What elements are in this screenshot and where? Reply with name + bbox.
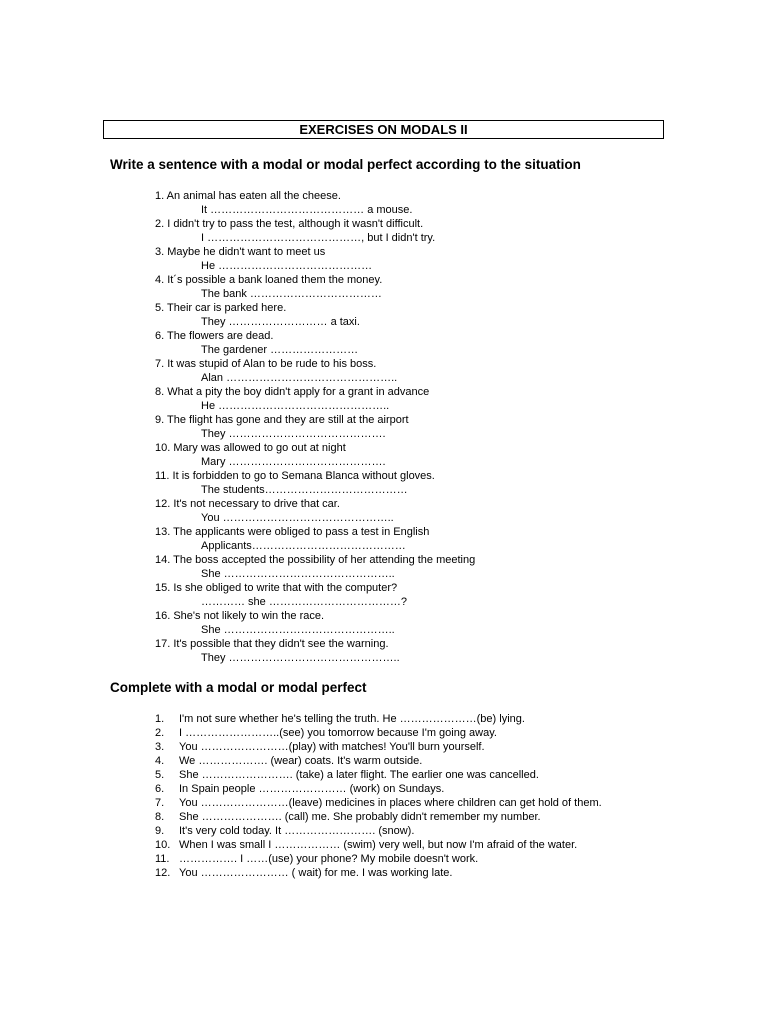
item-number: 3. <box>155 741 165 753</box>
item-number: 10. <box>155 839 171 851</box>
exercise-item <box>155 824 649 838</box>
item-number: 4. <box>155 755 165 767</box>
exercise-answer-line: It …………………………………… a mouse. <box>201 204 413 216</box>
exercise-prompt: 3. Maybe he didn't want to meet us <box>155 246 326 258</box>
exercise-prompt: 15. Is she obliged to write that with the computer? <box>155 582 398 594</box>
item-text: We ………………. (wear) coats. It's warm outside. <box>179 755 423 767</box>
exercise-item <box>155 782 649 796</box>
exercise-prompt: 11. It is forbidden to go to Semana Blanca without gloves. <box>155 470 435 482</box>
exercise-prompt: 17. It's possible that they didn't see the warning. <box>155 638 389 650</box>
item-number: 11. <box>155 853 170 865</box>
item-text: ……………. I ……(use) your phone? My mobile doesn't work. <box>179 853 479 865</box>
exercise-answer-line: The students………………………………… <box>201 484 408 496</box>
item-text: She …………………. (call) me. She probably didn't remember my number. <box>179 811 541 823</box>
exercise-answer-line: She ……………………………………….. <box>201 624 395 636</box>
exercise-answer-line: He ……………………………………….. <box>201 400 390 412</box>
item-text: You ……………………(leave) medicines in places where children can get hold of them. <box>179 797 602 809</box>
exercise-prompt: 9. The flight has gone and they are still at the airport <box>155 414 409 426</box>
exercise-answer-line: I ……………………………………, but I didn't try. <box>201 232 436 244</box>
worksheet-title: EXERCISES ON MODALS II <box>103 120 664 139</box>
item-text: She ……………………. (take) a later flight. The earlier one was cancelled. <box>179 769 539 781</box>
exercise-item <box>155 740 649 754</box>
item-number: 5. <box>155 769 165 781</box>
exercise-prompt: 13. The applicants were obliged to pass a test in English <box>155 526 430 538</box>
exercise-answer-line: They ……………………………………….. <box>201 652 400 664</box>
exercise-answer-line: She ……………………………………….. <box>201 568 395 580</box>
exercise-answer-line: ………… she ………………………………? <box>201 596 407 608</box>
exercise-prompt: 4. It´s possible a bank loaned them the money. <box>155 274 383 286</box>
exercise-prompt: 16. She's not likely to win the race. <box>155 610 325 622</box>
exercise-answer-line: Applicants…………………………………… <box>201 540 406 552</box>
exercise-answer-line: The gardener …………………… <box>201 344 359 356</box>
exercise-item <box>155 726 649 740</box>
exercise-prompt: 12. It's not necessary to drive that car. <box>155 498 340 510</box>
exercise-item <box>155 712 649 726</box>
exercise-item <box>155 852 649 866</box>
item-text: You ……………………(play) with matches! You'll burn yourself. <box>179 741 485 753</box>
exercise-item <box>155 754 649 768</box>
exercise-item <box>155 796 649 810</box>
exercise-item <box>155 866 649 880</box>
exercise-prompt: 2. I didn't try to pass the test, although it wasn't difficult. <box>155 218 424 230</box>
exercise-prompt: 8. What a pity the boy didn't apply for a grant in advance <box>155 386 430 398</box>
exercise-answer-line: The bank ……………………………… <box>201 288 382 300</box>
item-text: When I was small I ……………… (swim) very well, but now I'm afraid of the water. <box>179 839 578 851</box>
exercise-item <box>155 810 649 824</box>
exercise-prompt: 7. It was stupid of Alan to be rude to his boss. <box>155 358 377 370</box>
item-number: 8. <box>155 811 165 823</box>
section1-heading: Write a sentence with a modal or modal perfect according to the situation <box>110 157 581 172</box>
item-number: 1. <box>155 713 165 725</box>
item-text: I'm not sure whether he's telling the truth. He …………………(be) lying. <box>179 713 525 725</box>
exercise-item <box>155 768 649 782</box>
exercise-answer-line: Mary ……………………………………. <box>201 456 386 468</box>
item-text: It's very cold today. It ……………………. (snow). <box>179 825 415 837</box>
exercise-prompt: 6. The flowers are dead. <box>155 330 274 342</box>
exercise-answer-line: Alan ……………………………………….. <box>201 372 398 384</box>
item-number: 6. <box>155 783 165 795</box>
item-text: You …………………… ( wait) for me. I was working late. <box>179 867 453 879</box>
exercise-item <box>155 838 649 852</box>
exercise-answer-line: They ……………………… a taxi. <box>201 316 360 328</box>
item-number: 7. <box>155 797 165 809</box>
item-number: 12. <box>155 867 171 879</box>
section2-exercise-list <box>155 712 649 880</box>
exercise-prompt: 5. Their car is parked here. <box>155 302 287 314</box>
exercise-prompt: 14. The boss accepted the possibility of her attending the meeting <box>155 554 476 566</box>
exercise-prompt: 1. An animal has eaten all the cheese. <box>155 190 341 202</box>
exercise-answer-line: They ……………………………………. <box>201 428 386 440</box>
item-number: 2. <box>155 727 165 739</box>
section2-heading: Complete with a modal or modal perfect <box>110 680 367 695</box>
item-text: I ……………………..(see) you tomorrow because I'm going away. <box>179 727 497 739</box>
exercise-prompt: 10. Mary was allowed to go out at night <box>155 442 346 454</box>
item-text: In Spain people …………………… (work) on Sundays. <box>179 783 445 795</box>
item-number: 9. <box>155 825 165 837</box>
exercise-answer-line: He …………………………………… <box>201 260 373 272</box>
exercise-answer-line: You ……………………………………….. <box>201 512 394 524</box>
